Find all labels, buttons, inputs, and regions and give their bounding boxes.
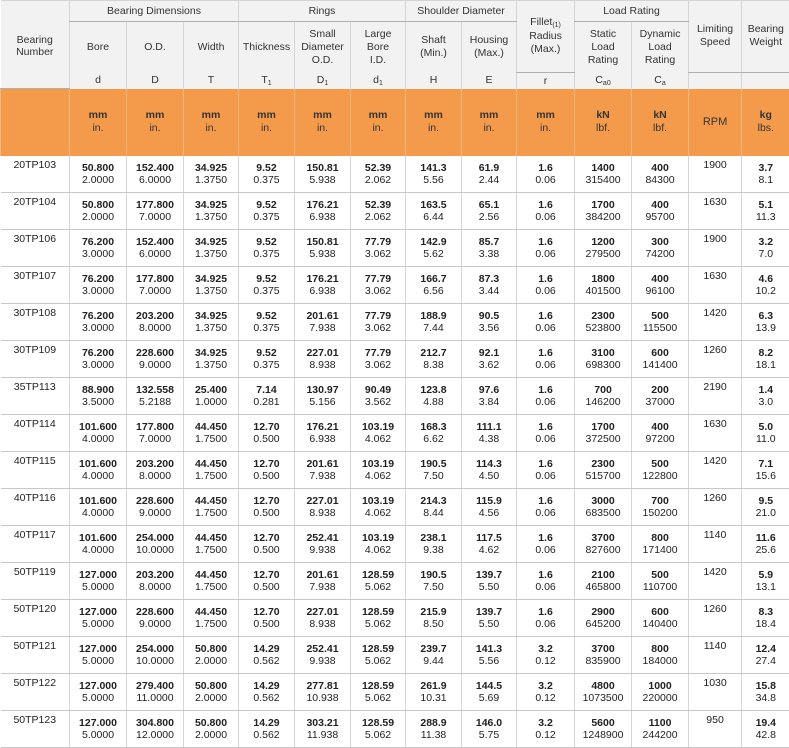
header-housing: Housing (Max.) [462, 22, 517, 73]
cell-static-load: 3700 835900 [575, 637, 632, 674]
cell-large-bore: 128.59 5.062 [351, 637, 406, 674]
cell-static-load: 2100 465800 [575, 563, 632, 600]
bearing-number: 40TP117 [1, 526, 70, 563]
cell-large-bore: 103.19 4.062 [351, 526, 406, 563]
cell-od: 177.800 7.0000 [127, 415, 184, 452]
cell-shaft: 214.3 8.44 [406, 489, 462, 526]
cell-fillet: 1.6 0.06 [517, 489, 575, 526]
cell-fillet: 3.2 0.12 [517, 637, 575, 674]
cell-dynamic-load: 400 96100 [632, 267, 689, 304]
cell-limiting-speed: 950 [689, 711, 742, 748]
cell-width: 44.450 1.7500 [184, 526, 239, 563]
cell-small-od: 150.81 5.938 [295, 156, 351, 193]
cell-shaft: 166.7 6.56 [406, 267, 462, 304]
table-row [1, 711, 789, 748]
cell-small-od: 150.81 5.938 [295, 230, 351, 267]
cell-thickness: 9.52 0.375 [239, 341, 295, 378]
cell-width: 44.450 1.7500 [184, 489, 239, 526]
cell-dynamic-load: 600 140400 [632, 600, 689, 637]
cell-large-bore: 77.79 3.062 [351, 230, 406, 267]
unit-mm-in: mm in. [295, 89, 351, 157]
cell-small-od: 130.97 5.156 [295, 378, 351, 415]
cell-fillet: 1.6 0.06 [517, 378, 575, 415]
cell-fillet: 1.6 0.06 [517, 563, 575, 600]
table-row [1, 267, 789, 304]
symbol-od: D [127, 72, 184, 89]
cell-fillet: 3.2 0.12 [517, 674, 575, 711]
cell-fillet: 1.6 0.06 [517, 526, 575, 563]
cell-dynamic-load: 300 74200 [632, 230, 689, 267]
table-row [1, 600, 789, 637]
cell-large-bore: 52.39 2.062 [351, 156, 406, 193]
cell-limiting-speed: 1630 [689, 415, 742, 452]
table-row [1, 156, 789, 193]
cell-shaft: 188.9 7.44 [406, 304, 462, 341]
cell-thickness: 12.70 0.500 [239, 489, 295, 526]
cell-small-od: 227.01 8.938 [295, 489, 351, 526]
cell-thickness: 9.52 0.375 [239, 304, 295, 341]
cell-static-load: 1200 279500 [575, 230, 632, 267]
cell-width: 44.450 1.7500 [184, 415, 239, 452]
cell-fillet: 1.6 0.06 [517, 230, 575, 267]
unit-mm-in: mm in. [462, 89, 517, 157]
cell-fillet: 3.2 0.12 [517, 711, 575, 748]
cell-weight: 5.9 13.1 [742, 563, 789, 600]
cell-weight: 1.4 3.0 [742, 378, 789, 415]
header-group-dimensions: Bearing Dimensions [70, 1, 239, 22]
cell-od: 203.200 8.0000 [127, 304, 184, 341]
cell-large-bore: 52.39 2.062 [351, 193, 406, 230]
cell-weight: 3.7 8.1 [742, 156, 789, 193]
cell-static-load: 1800 401500 [575, 267, 632, 304]
cell-static-load: 1700 372500 [575, 415, 632, 452]
cell-thickness: 9.52 0.375 [239, 230, 295, 267]
header-bearing-number: Bearing Number [1, 1, 70, 89]
cell-dynamic-load: 700 150200 [632, 489, 689, 526]
bearing-number: 50TP122 [1, 674, 70, 711]
cell-fillet: 1.6 0.06 [517, 341, 575, 378]
cell-bore: 101.600 4.0000 [70, 452, 127, 489]
unit-mm-in: mm in. [184, 89, 239, 157]
table-row [1, 378, 789, 415]
bearing-number: 50TP119 [1, 563, 70, 600]
cell-large-bore: 128.59 5.062 [351, 600, 406, 637]
cell-thickness: 12.70 0.500 [239, 526, 295, 563]
cell-static-load: 3000 683500 [575, 489, 632, 526]
unit-kg-lbs: kg lbs. [742, 89, 789, 157]
cell-dynamic-load: 800 171400 [632, 526, 689, 563]
cell-bore: 76.200 3.0000 [70, 341, 127, 378]
cell-width: 50.800 2.0000 [184, 711, 239, 748]
header-width: Width [184, 22, 239, 73]
cell-shaft: 168.3 6.62 [406, 415, 462, 452]
cell-fillet: 1.6 0.06 [517, 415, 575, 452]
cell-fillet: 1.6 0.06 [517, 304, 575, 341]
bearing-number: 40TP116 [1, 489, 70, 526]
cell-od: 132.558 5.2188 [127, 378, 184, 415]
cell-shaft: 190.5 7.50 [406, 452, 462, 489]
cell-large-bore: 77.79 3.062 [351, 267, 406, 304]
cell-weight: 9.5 21.0 [742, 489, 789, 526]
cell-shaft: 123.8 4.88 [406, 378, 462, 415]
cell-static-load: 2300 523800 [575, 304, 632, 341]
cell-large-bore: 90.49 3.562 [351, 378, 406, 415]
unit-mm-in: mm in. [70, 89, 127, 157]
cell-small-od: 201.61 7.938 [295, 452, 351, 489]
cell-weight: 3.2 7.0 [742, 230, 789, 267]
bearing-number: 50TP121 [1, 637, 70, 674]
cell-small-od: 227.01 8.938 [295, 341, 351, 378]
cell-width: 34.925 1.3750 [184, 193, 239, 230]
cell-large-bore: 128.59 5.062 [351, 563, 406, 600]
cell-housing: 85.7 3.38 [462, 230, 517, 267]
cell-small-od: 277.81 10.938 [295, 674, 351, 711]
cell-large-bore: 103.19 4.062 [351, 452, 406, 489]
cell-housing: 90.5 3.56 [462, 304, 517, 341]
unit-mm-in: mm in. [239, 89, 295, 157]
cell-width: 44.450 1.7500 [184, 452, 239, 489]
bearing-number: 30TP108 [1, 304, 70, 341]
symbol-fillet: r [517, 72, 575, 89]
cell-weight: 8.3 18.4 [742, 600, 789, 637]
cell-static-load: 4800 1073500 [575, 674, 632, 711]
cell-od: 254.000 10.0000 [127, 526, 184, 563]
cell-width: 44.450 1.7500 [184, 563, 239, 600]
header-bore: Bore [70, 22, 127, 73]
header-limiting-speed: Limiting Speed [689, 1, 742, 73]
bearing-number: 30TP106 [1, 230, 70, 267]
unit-kn-lbf: kN lbf. [575, 89, 632, 157]
cell-limiting-speed: 1260 [689, 600, 742, 637]
cell-dynamic-load: 500 110700 [632, 563, 689, 600]
cell-large-bore: 77.79 3.062 [351, 304, 406, 341]
cell-od: 203.200 8.0000 [127, 452, 184, 489]
cell-housing: 115.9 4.56 [462, 489, 517, 526]
table-row [1, 230, 789, 267]
header-group-rings: Rings [239, 1, 406, 22]
cell-housing: 114.3 4.50 [462, 452, 517, 489]
header-small-od: Small Diameter O.D. [295, 22, 351, 73]
cell-thickness: 12.70 0.500 [239, 415, 295, 452]
bearing-number: 40TP115 [1, 452, 70, 489]
cell-housing: 111.1 4.38 [462, 415, 517, 452]
cell-weight: 12.4 27.4 [742, 637, 789, 674]
cell-dynamic-load: 200 37000 [632, 378, 689, 415]
table-row [1, 415, 789, 452]
cell-thickness: 14.29 0.562 [239, 674, 295, 711]
cell-limiting-speed: 1630 [689, 193, 742, 230]
bearing-number: 35TP113 [1, 378, 70, 415]
cell-bore: 127.000 5.0000 [70, 563, 127, 600]
cell-limiting-speed: 1630 [689, 267, 742, 304]
bearing-number: 20TP103 [1, 156, 70, 193]
cell-small-od: 176.21 6.938 [295, 193, 351, 230]
symbol-shaft: H [406, 72, 462, 89]
cell-dynamic-load: 400 84300 [632, 156, 689, 193]
cell-bore: 101.600 4.0000 [70, 415, 127, 452]
bearing-number: 30TP107 [1, 267, 70, 304]
unit-mm-in: mm in. [351, 89, 406, 157]
cell-shaft: 212.7 8.38 [406, 341, 462, 378]
cell-bore: 50.800 2.0000 [70, 193, 127, 230]
cell-large-bore: 128.59 5.062 [351, 674, 406, 711]
cell-limiting-speed: 1420 [689, 563, 742, 600]
cell-shaft: 190.5 7.50 [406, 563, 462, 600]
table-body [1, 156, 789, 748]
cell-dynamic-load: 500 122800 [632, 452, 689, 489]
cell-housing: 144.5 5.69 [462, 674, 517, 711]
table-row [1, 563, 789, 600]
cell-od: 177.800 7.0000 [127, 267, 184, 304]
cell-weight: 5.0 11.0 [742, 415, 789, 452]
cell-bore: 127.000 5.0000 [70, 637, 127, 674]
cell-dynamic-load: 800 184000 [632, 637, 689, 674]
cell-shaft: 142.9 5.62 [406, 230, 462, 267]
cell-bore: 76.200 3.0000 [70, 267, 127, 304]
unit-mm-in: mm in. [517, 89, 575, 157]
cell-od: 177.800 7.0000 [127, 193, 184, 230]
cell-large-bore: 103.19 4.062 [351, 489, 406, 526]
cell-static-load: 2900 645200 [575, 600, 632, 637]
unit-kn-lbf: kN lbf. [632, 89, 689, 157]
cell-dynamic-load: 600 141400 [632, 341, 689, 378]
table-row [1, 526, 789, 563]
cell-bore: 101.600 4.0000 [70, 489, 127, 526]
header-shaft: Shaft (Min.) [406, 22, 462, 73]
cell-od: 228.600 9.0000 [127, 341, 184, 378]
cell-width: 34.925 1.3750 [184, 267, 239, 304]
cell-small-od: 176.21 6.938 [295, 415, 351, 452]
cell-dynamic-load: 400 95700 [632, 193, 689, 230]
cell-shaft: 261.9 10.31 [406, 674, 462, 711]
cell-housing: 117.5 4.62 [462, 526, 517, 563]
cell-shaft: 239.7 9.44 [406, 637, 462, 674]
cell-od: 228.600 9.0000 [127, 600, 184, 637]
table-row [1, 341, 789, 378]
cell-bore: 127.000 5.0000 [70, 674, 127, 711]
table-row [1, 304, 789, 341]
cell-housing: 61.9 2.44 [462, 156, 517, 193]
cell-fillet: 1.6 0.06 [517, 267, 575, 304]
cell-weight: 11.6 25.6 [742, 526, 789, 563]
header-fillet: Fillet$_{(1)}$ Radius (Max.) [517, 1, 575, 73]
cell-weight: 5.1 11.3 [742, 193, 789, 230]
symbol-dynamic: $C_a$ [632, 72, 689, 89]
cell-limiting-speed: 2190 [689, 378, 742, 415]
cell-thickness: 12.70 0.500 [239, 452, 295, 489]
cell-limiting-speed: 1030 [689, 674, 742, 711]
cell-static-load: 3700 827600 [575, 526, 632, 563]
cell-static-load: 5600 1248900 [575, 711, 632, 748]
cell-od: 228.600 9.0000 [127, 489, 184, 526]
cell-bore: 101.600 4.0000 [70, 526, 127, 563]
cell-width: 50.800 2.0000 [184, 637, 239, 674]
unit-rpm: RPM [689, 89, 742, 157]
cell-static-load: 1400 315400 [575, 156, 632, 193]
table-header [1, 1, 789, 157]
cell-small-od: 176.21 6.938 [295, 267, 351, 304]
cell-housing: 141.3 5.56 [462, 637, 517, 674]
cell-width: 34.925 1.3750 [184, 156, 239, 193]
cell-bore: 127.000 5.0000 [70, 600, 127, 637]
header-thickness: Thickness [239, 22, 295, 73]
cell-limiting-speed: 1140 [689, 637, 742, 674]
cell-small-od: 201.61 7.938 [295, 563, 351, 600]
cell-od: 254.000 10.0000 [127, 637, 184, 674]
header-bearing-weight: Bearing Weight [742, 1, 789, 73]
symbol-small-od: $D_1$ [295, 72, 351, 89]
cell-shaft: 141.3 5.56 [406, 156, 462, 193]
cell-housing: 97.6 3.84 [462, 378, 517, 415]
cell-width: 25.400 1.0000 [184, 378, 239, 415]
bearing-number: 30TP109 [1, 341, 70, 378]
cell-thickness: 12.70 0.500 [239, 600, 295, 637]
cell-limiting-speed: 1900 [689, 156, 742, 193]
cell-thickness: 12.70 0.500 [239, 563, 295, 600]
cell-shaft: 238.1 9.38 [406, 526, 462, 563]
symbol-static: $C_{a0}$ [575, 72, 632, 89]
cell-small-od: 252.41 9.938 [295, 526, 351, 563]
cell-thickness: 14.29 0.562 [239, 637, 295, 674]
cell-weight: 7.1 15.6 [742, 452, 789, 489]
cell-limiting-speed: 1900 [689, 230, 742, 267]
table-row [1, 452, 789, 489]
cell-housing: 92.1 3.62 [462, 341, 517, 378]
cell-bore: 76.200 3.0000 [70, 230, 127, 267]
cell-limiting-speed: 1140 [689, 526, 742, 563]
cell-weight: 4.6 10.2 [742, 267, 789, 304]
cell-housing: 146.0 5.75 [462, 711, 517, 748]
cell-limiting-speed: 1260 [689, 489, 742, 526]
cell-weight: 15.8 34.8 [742, 674, 789, 711]
cell-width: 34.925 1.3750 [184, 341, 239, 378]
header-od: O.D. [127, 22, 184, 73]
cell-limiting-speed: 1260 [689, 341, 742, 378]
units-row [1, 89, 789, 157]
cell-shaft: 215.9 8.50 [406, 600, 462, 637]
cell-od: 304.800 12.0000 [127, 711, 184, 748]
cell-fillet: 1.6 0.06 [517, 193, 575, 230]
symbol-width: T [184, 72, 239, 89]
cell-small-od: 227.01 8.938 [295, 600, 351, 637]
cell-weight: 8.2 18.1 [742, 341, 789, 378]
cell-large-bore: 128.59 5.062 [351, 711, 406, 748]
cell-static-load: 3100 698300 [575, 341, 632, 378]
cell-static-load: 700 146200 [575, 378, 632, 415]
header-dynamic: Dynamic Load Rating [632, 22, 689, 73]
table-row [1, 674, 789, 711]
cell-static-load: 1700 384200 [575, 193, 632, 230]
cell-thickness: 9.52 0.375 [239, 193, 295, 230]
cell-bore: 76.200 3.0000 [70, 304, 127, 341]
cell-weight: 6.3 13.9 [742, 304, 789, 341]
cell-width: 50.800 2.0000 [184, 674, 239, 711]
cell-static-load: 2300 515700 [575, 452, 632, 489]
cell-od: 152.400 6.0000 [127, 156, 184, 193]
cell-width: 44.450 1.7500 [184, 600, 239, 637]
cell-bore: 127.000 5.0000 [70, 711, 127, 748]
cell-small-od: 201.61 7.938 [295, 304, 351, 341]
cell-od: 279.400 11.0000 [127, 674, 184, 711]
cell-housing: 139.7 5.50 [462, 600, 517, 637]
table-row [1, 637, 789, 674]
table-row [1, 193, 789, 230]
cell-large-bore: 103.19 4.062 [351, 415, 406, 452]
unit-mm-in: mm in. [127, 89, 184, 157]
cell-fillet: 1.6 0.06 [517, 452, 575, 489]
table-row [1, 489, 789, 526]
cell-housing: 87.3 3.44 [462, 267, 517, 304]
cell-limiting-speed: 1420 [689, 452, 742, 489]
cell-housing: 139.7 5.50 [462, 563, 517, 600]
header-group-shoulder: Shoulder Diameter [406, 1, 517, 22]
cell-small-od: 303.21 11.938 [295, 711, 351, 748]
bearing-number: 50TP123 [1, 711, 70, 748]
cell-od: 203.200 8.0000 [127, 563, 184, 600]
bearing-number: 40TP114 [1, 415, 70, 452]
cell-thickness: 9.52 0.375 [239, 267, 295, 304]
cell-thickness: 7.14 0.281 [239, 378, 295, 415]
cell-thickness: 9.52 0.375 [239, 156, 295, 193]
unit-mm-in: mm in. [406, 89, 462, 157]
cell-large-bore: 77.79 3.062 [351, 341, 406, 378]
cell-width: 34.925 1.3750 [184, 230, 239, 267]
header-static: Static Load Rating [575, 22, 632, 73]
header-group-load: Load Rating [575, 1, 689, 22]
cell-thickness: 14.29 0.562 [239, 711, 295, 748]
symbol-thickness: $T_1$ [239, 72, 295, 89]
cell-dynamic-load: 400 97200 [632, 415, 689, 452]
cell-limiting-speed: 1420 [689, 304, 742, 341]
symbol-large-bore: $d_1$ [351, 72, 406, 89]
cell-dynamic-load: 1000 220000 [632, 674, 689, 711]
bearing-number: 20TP104 [1, 193, 70, 230]
cell-bore: 50.800 2.0000 [70, 156, 127, 193]
cell-dynamic-load: 1100 244200 [632, 711, 689, 748]
symbol-bore: d [70, 72, 127, 89]
cell-fillet: 1.6 0.06 [517, 156, 575, 193]
cell-width: 34.925 1.3750 [184, 304, 239, 341]
symbol-housing: E [462, 72, 517, 89]
cell-shaft: 163.5 6.44 [406, 193, 462, 230]
cell-dynamic-load: 500 115500 [632, 304, 689, 341]
cell-bore: 88.900 3.5000 [70, 378, 127, 415]
header-large-bore: Large Bore I.D. [351, 22, 406, 73]
cell-housing: 65.1 2.56 [462, 193, 517, 230]
cell-fillet: 1.6 0.06 [517, 600, 575, 637]
cell-weight: 19.4 42.8 [742, 711, 789, 748]
cell-od: 152.400 6.0000 [127, 230, 184, 267]
cell-shaft: 288.9 11.38 [406, 711, 462, 748]
bearing-number: 50TP120 [1, 600, 70, 637]
cell-small-od: 252.41 9.938 [295, 637, 351, 674]
